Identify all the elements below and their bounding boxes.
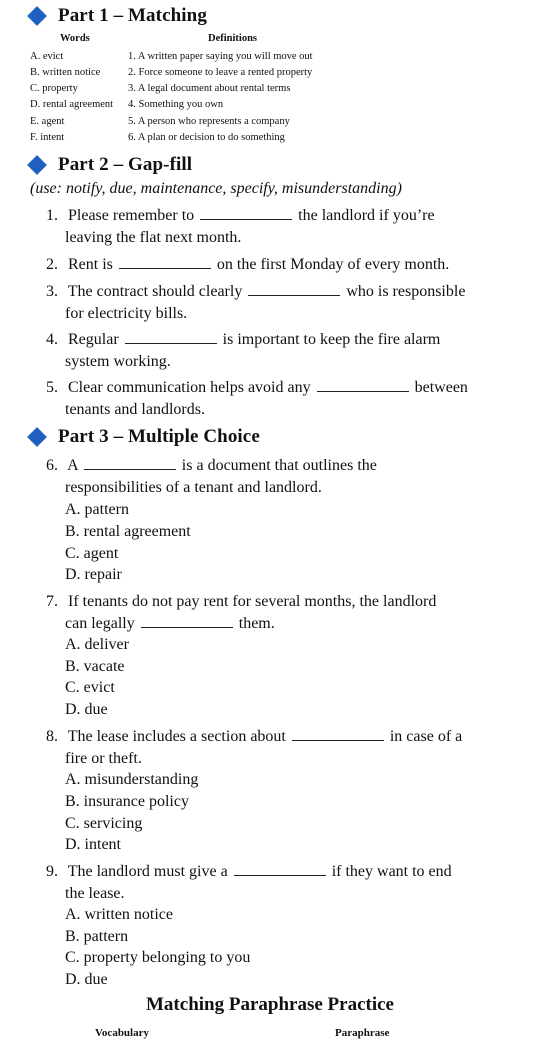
answer-blank[interactable] <box>292 727 384 741</box>
answer-option[interactable]: B. pattern <box>65 928 129 945</box>
question-1 <box>46 205 526 248</box>
word-bank-instruction: (use: notify, due, maintenance, specify, misunderstanding) <box>30 180 402 197</box>
definition-item: 4. Something you own <box>128 99 224 110</box>
question-continuation: leaving the flat next month. <box>65 228 242 246</box>
question-number: 8. <box>46 728 58 745</box>
question-3 <box>46 281 526 324</box>
answer-option[interactable]: B. vacate <box>65 658 125 675</box>
question-continuation: fire or theft. <box>65 749 142 767</box>
question-text: is a document that outlines the <box>181 457 377 474</box>
question-7 <box>46 591 526 634</box>
answer-option[interactable]: A. written notice <box>65 906 173 923</box>
answer-option[interactable]: D. due <box>65 971 108 988</box>
question-text: A <box>67 457 78 474</box>
question-text: Rent is <box>68 256 113 273</box>
diamond-bullet-icon <box>27 427 47 447</box>
answer-option[interactable]: A. pattern <box>65 501 129 518</box>
paraphrase-practice-title: Matching Paraphrase Practice <box>146 994 394 1015</box>
answer-option[interactable]: A. deliver <box>65 636 129 653</box>
question-text: between <box>414 379 468 396</box>
answer-blank[interactable] <box>234 862 326 876</box>
part1-title: Part 1 – Matching <box>58 5 207 26</box>
part2-heading <box>30 154 192 176</box>
word-item: C. property <box>30 83 78 94</box>
question-5 <box>46 377 526 420</box>
question-6 <box>46 455 526 498</box>
matching-row <box>30 83 290 95</box>
matching-row <box>30 116 290 128</box>
question-number: 9. <box>46 863 58 880</box>
question-text: The contract should clearly <box>67 283 243 300</box>
question-text: The lease includes a section about <box>67 728 286 745</box>
question-2 <box>46 254 526 276</box>
answer-option[interactable]: B. rental agreement <box>65 523 191 540</box>
question-text: who is responsible <box>346 283 466 300</box>
question-number: 3. <box>46 283 58 300</box>
question-continuation: responsibilities of a tenant and landlord. <box>65 478 322 496</box>
definition-item: 5. A person who represents a company <box>128 116 290 127</box>
question-text: on the first Monday of every month. <box>216 256 450 273</box>
question-text: if they want to end <box>331 863 452 880</box>
question-number: 1. <box>46 207 58 224</box>
question-text: If tenants do not pay rent for several months, the landlord <box>68 593 437 610</box>
paraphrase-column-header: Paraphrase <box>335 1027 390 1039</box>
answer-option[interactable]: D. due <box>65 701 108 718</box>
answer-option[interactable]: C. property belonging to you <box>65 949 251 966</box>
question-number: 6. <box>46 457 58 474</box>
part3-title: Part 3 – Multiple Choice <box>58 426 260 447</box>
definition-item: 3. A legal document about rental terms <box>128 83 291 94</box>
definition-item: 1. A written paper saying you will move out <box>128 51 313 62</box>
question-text: Regular <box>68 331 119 348</box>
part3-heading <box>30 426 260 448</box>
part1-heading <box>30 5 207 27</box>
word-item: F. intent <box>30 132 65 143</box>
question-text: is important to keep the fire alarm <box>222 331 441 348</box>
question-continuation: tenants and landlords. <box>65 400 205 418</box>
answer-option[interactable]: A. misunderstanding <box>65 771 199 788</box>
answer-blank[interactable] <box>119 255 211 269</box>
diamond-bullet-icon <box>27 6 47 26</box>
question-text: can legally <box>65 614 135 632</box>
part2-title: Part 2 – Gap-fill <box>58 154 193 175</box>
answer-option[interactable]: D. repair <box>65 566 122 583</box>
answer-blank[interactable] <box>84 456 176 470</box>
answer-option[interactable]: C. servicing <box>65 815 143 832</box>
answer-blank[interactable] <box>248 282 340 296</box>
answer-option[interactable]: D. intent <box>65 836 121 853</box>
question-number: 7. <box>46 593 58 610</box>
definition-item: 6. A plan or decision to do something <box>128 132 285 143</box>
question-text: in case of a <box>389 728 463 745</box>
answer-blank[interactable] <box>141 614 233 628</box>
answer-blank[interactable] <box>200 206 292 220</box>
question-number: 4. <box>46 331 58 348</box>
question-text: The landlord must give a <box>67 863 228 880</box>
question-text: the landlord if you’re <box>298 207 435 224</box>
answer-option[interactable]: C. evict <box>65 679 115 696</box>
answer-blank[interactable] <box>317 378 409 392</box>
word-item: B. written notice <box>30 67 101 78</box>
question-number: 2. <box>46 256 58 273</box>
word-item: A. evict <box>30 51 64 62</box>
matching-row <box>30 99 223 111</box>
answer-option[interactable]: C. agent <box>65 545 119 562</box>
question-number: 5. <box>46 379 58 396</box>
question-continuation: system working. <box>65 352 171 370</box>
question-continuation: for electricity bills. <box>65 304 188 322</box>
definition-item: 2. Force someone to leave a rented property <box>128 67 313 78</box>
question-text: Clear communication helps avoid any <box>68 379 311 396</box>
matching-row <box>30 132 285 144</box>
answer-option[interactable]: B. insurance policy <box>65 793 189 810</box>
question-text: them. <box>238 614 275 632</box>
word-item: D. rental agreement <box>30 99 114 110</box>
question-4 <box>46 329 526 372</box>
question-9 <box>46 861 526 904</box>
question-continuation: the lease. <box>65 884 125 902</box>
matching-row <box>30 51 313 63</box>
vocabulary-column-header: Vocabulary <box>95 1027 149 1039</box>
question-8 <box>46 726 526 769</box>
answer-blank[interactable] <box>125 330 217 344</box>
diamond-bullet-icon <box>27 155 47 175</box>
words-column-header: Words <box>60 33 90 44</box>
definitions-column-header: Definitions <box>208 33 258 44</box>
question-text: Please remember to <box>68 207 195 224</box>
word-item: E. agent <box>30 116 65 127</box>
matching-row <box>30 67 312 79</box>
